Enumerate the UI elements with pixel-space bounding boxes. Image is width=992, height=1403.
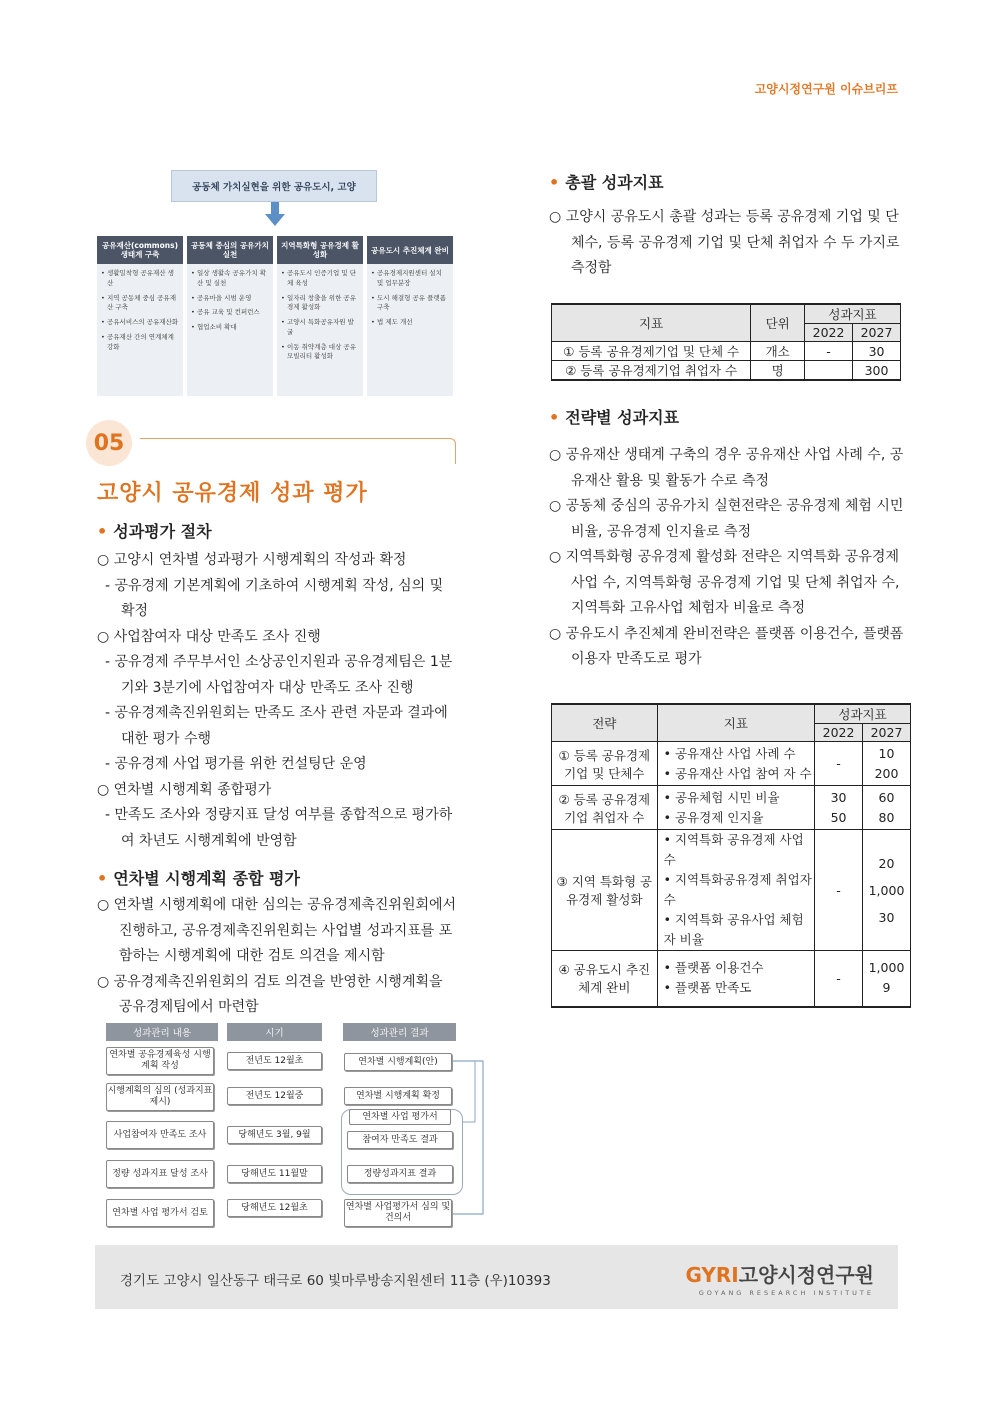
diagram-column bbox=[97, 236, 183, 396]
process-timing: 전년도 12월초 bbox=[227, 1052, 322, 1070]
table-cell bbox=[657, 830, 814, 951]
table-header: 성과지표 bbox=[815, 704, 911, 724]
paragraph: ○ 공유도시 추진체계 완비전략은 플랫폼 이용건수, 플랫폼 이용자 만족도로 평가 bbox=[549, 625, 904, 667]
table-header: 단위 bbox=[751, 304, 805, 342]
diagram-banner: 공동체 가치실현을 위한 공유도시, 고양 bbox=[171, 170, 377, 202]
table-cell: ③ 지역 특화형 공유경제 활성화 bbox=[552, 830, 658, 951]
table-cell: 30 bbox=[853, 342, 901, 361]
indicator-item: • 공유재산 사업 참여 자 수 bbox=[663, 765, 812, 781]
table-cell: - bbox=[805, 342, 853, 361]
process-result: 연차별 사업평가서 심의 및 건의서 bbox=[344, 1199, 452, 1227]
subheading-strategy-indicators bbox=[549, 405, 679, 428]
target-value: 20 bbox=[878, 855, 895, 871]
diagram-item: • 공유재산 간의 연계체계 강화 bbox=[101, 333, 179, 353]
diagram-columns bbox=[97, 236, 453, 396]
strategy-indicators-text bbox=[549, 443, 909, 673]
table-cell bbox=[815, 786, 863, 830]
diagram-item: • 고양시 특화공유자원 발굴 bbox=[281, 318, 359, 338]
table-row bbox=[552, 361, 901, 381]
process-content: 연차별 공유경제육성 시행계획 작성 bbox=[106, 1047, 214, 1075]
section-divider bbox=[140, 438, 456, 464]
section-title: 고양시 공유경제 성과 평가 bbox=[97, 481, 368, 506]
logo-name: 고양시정연구원 bbox=[738, 1263, 874, 1287]
diagram-item: • 협업소비 확대 bbox=[191, 323, 269, 333]
table-header: 전략 bbox=[552, 704, 658, 742]
target-value: 1,000 bbox=[868, 960, 905, 976]
table-cell bbox=[657, 786, 814, 830]
target-value: 9 bbox=[882, 980, 891, 996]
process-timing: 전년도 12월중 bbox=[227, 1087, 322, 1105]
process-header: 시기 bbox=[227, 1023, 322, 1041]
table-header: 지표 bbox=[552, 304, 751, 342]
target-value: 30 bbox=[830, 789, 847, 805]
institute-logo bbox=[685, 1259, 874, 1297]
diagram-item: • 일자리 창출을 위한 공유경제 활성화 bbox=[281, 294, 359, 314]
paragraph: - 공유경제 주무부서인 소상공인지원과 공유경제팀은 1분기와 3분기에 사업참여자 대상 만족도 조사 진행 bbox=[105, 654, 453, 696]
performance-management-process bbox=[103, 1023, 488, 1233]
table-row bbox=[552, 742, 911, 786]
table-cell: ② 등록 공유경제 기업 취업자 수 bbox=[552, 786, 658, 830]
paragraph: - 공유경제 사업 평가를 위한 컨설팅단 운영 bbox=[105, 756, 367, 772]
subheading-text: 성과평가 절차 bbox=[113, 522, 212, 541]
paragraph: ○ 공유재산 생태계 구축의 경우 공유재산 사업 사례 수, 공유재산 활용 및 활동가 수로 측정 bbox=[549, 447, 904, 489]
table-cell bbox=[863, 951, 911, 1007]
table-row bbox=[552, 830, 911, 951]
table-cell bbox=[805, 361, 853, 381]
diagram-item: • 공유마을 시범 운영 bbox=[191, 294, 269, 304]
down-arrow-icon bbox=[265, 202, 285, 226]
table-header: 2027 bbox=[863, 724, 911, 742]
indicator-item: • 플랫폼 이용건수 bbox=[663, 960, 764, 976]
paragraph: ○ 연차별 시행계획 종합평가 bbox=[97, 781, 272, 798]
table-row bbox=[552, 786, 911, 830]
process-timing: 당해년도 11월말 bbox=[227, 1165, 322, 1183]
overall-indicators-text bbox=[549, 205, 907, 282]
table-cell: - bbox=[815, 951, 863, 1007]
diagram-item: • 법 제도 개선 bbox=[371, 318, 449, 328]
subheading-procedure bbox=[97, 519, 212, 542]
table-cell: ① 등록 공유경제 기업 및 단체수 bbox=[552, 742, 658, 786]
target-value: 200 bbox=[874, 765, 899, 781]
paragraph: - 공유경제촉진위원회는 만족도 조사 관련 자문과 결과에 대한 평가 수행 bbox=[105, 705, 448, 747]
bullet-dot-icon: • bbox=[549, 173, 560, 192]
table-cell bbox=[863, 830, 911, 951]
logo-wordmark bbox=[685, 1259, 874, 1288]
process-content: 사업참여자 만족도 조사 bbox=[106, 1121, 214, 1149]
strategy-indicators-table bbox=[551, 703, 911, 1008]
logo-subtitle: GOYANG RESEARCH INSTITUTE bbox=[698, 1289, 874, 1297]
bullet-dot-icon: • bbox=[97, 522, 108, 541]
subheading-text: 전략별 성과지표 bbox=[565, 408, 679, 427]
process-result: 참여자 만족도 결과 bbox=[347, 1131, 453, 1149]
diagram-item: • 공유경제지원센터 설치 및 업무분장 bbox=[371, 269, 449, 289]
paragraph: ○ 공동체 중심의 공유가치 실현전략은 공유경제 체험 시민 비율, 공유경제 인지율로 측정 bbox=[549, 498, 904, 540]
subheading-text: 총괄 성과지표 bbox=[565, 173, 664, 192]
diagram-item: • 공유 교육 및 컨퍼런스 bbox=[191, 308, 269, 318]
process-result: 정량성과지표 결과 bbox=[347, 1165, 453, 1183]
diagram-column-title: 공유도시 추진체계 완비 bbox=[367, 236, 453, 264]
process-result: 연차별 시행계획(안) bbox=[344, 1053, 452, 1071]
diagram-item: • 이동 취약계층 대상 공유 모빌리티 활성화 bbox=[281, 343, 359, 363]
logo-gyri: GYRI bbox=[685, 1263, 739, 1287]
process-result: 연차별 사업 평가서 bbox=[349, 1109, 451, 1125]
table-cell: 개소 bbox=[751, 342, 805, 361]
table-cell: ② 등록 공유경제기업 취업자 수 bbox=[552, 361, 751, 381]
diagram-item: • 공유서비스의 공유재산화 bbox=[101, 318, 179, 328]
annual-evaluation-text bbox=[97, 893, 459, 1021]
paragraph: - 공유경제 기본계획에 기초하여 시행계획 작성, 심의 및 확정 bbox=[105, 577, 444, 619]
diagram-item: • 일상 생활속 공유가치 확산 및 실천 bbox=[191, 269, 269, 289]
diagram-column-title: 공유재산(commons) 생태계 구축 bbox=[97, 236, 183, 264]
footer-address: 경기도 고양시 일산동구 태극로 60 빛마루방송지원센터 11층 (우)10393 bbox=[120, 1273, 551, 1289]
process-timing: 당해년도 12월초 bbox=[227, 1199, 322, 1217]
indicator-item: • 지역특화 공유사업 체험자 비율 bbox=[663, 912, 804, 947]
bullet-dot-icon: • bbox=[97, 869, 108, 888]
table-header: 2027 bbox=[853, 324, 901, 342]
table-cell bbox=[863, 786, 911, 830]
paragraph: - 만족도 조사와 정량지표 달성 여부를 종합적으로 평가하여 차년도 시행계획에 반영함 bbox=[105, 807, 453, 849]
target-value: 30 bbox=[878, 909, 895, 925]
table-header: 성과지표 bbox=[805, 304, 901, 324]
diagram-item: • 생활밀착형 공유재산 생산 bbox=[101, 269, 179, 289]
process-header: 성과관리 결과 bbox=[343, 1023, 456, 1041]
table-cell bbox=[657, 951, 814, 1007]
process-feedback-connector bbox=[453, 1059, 487, 1217]
process-header: 성과관리 내용 bbox=[106, 1023, 218, 1041]
target-value: 50 bbox=[830, 809, 847, 825]
target-value: 10 bbox=[878, 745, 895, 761]
indicator-item: • 플랫폼 만족도 bbox=[663, 980, 752, 996]
subheading-annual-evaluation bbox=[97, 866, 300, 889]
table-header: 지표 bbox=[657, 704, 814, 742]
diagram-column-title: 지역특화형 공유경제 활성화 bbox=[277, 236, 363, 264]
indicator-item: • 지역특화 공유경제 사업 수 bbox=[663, 832, 804, 867]
table-cell: - bbox=[815, 742, 863, 786]
section-number: 05 bbox=[86, 420, 132, 466]
paragraph: ○ 공유경제촉진위원회의 검토 의견을 반영한 시행계획을 공유경제팀에서 마련함 bbox=[97, 973, 443, 1015]
header-label: 고양시정연구원 이슈브리프 bbox=[754, 82, 898, 96]
process-result: 연차별 시행계획 확정 bbox=[344, 1087, 452, 1105]
diagram-item: • 공유도시 인증기업 및 단체 육성 bbox=[281, 269, 359, 289]
diagram-column bbox=[367, 236, 453, 396]
paragraph: ○ 연차별 시행계획에 대한 심의는 공유경제촉진위원회에서 진행하고, 공유경제촉진위원회는 사업별 성과지표를 포함하는 시행계획에 대한 검토 의견을 제시함 bbox=[97, 897, 457, 964]
process-content: 시행계획의 심의 (성과지표 제시) bbox=[106, 1083, 214, 1111]
subheading-text: 연차별 시행계획 종합 평가 bbox=[113, 869, 300, 888]
target-value: 80 bbox=[878, 809, 895, 825]
subheading-overall-indicators bbox=[549, 170, 664, 193]
paragraph: ○ 지역특화형 공유경제 활성화 전략은 지역특화 공유경제 사업 수, 지역특화형 공유경제 기업 및 단체 취업자 수, 지역특화 고유사업 체험자 비율로 측정 bbox=[549, 549, 900, 616]
table-cell: 명 bbox=[751, 361, 805, 381]
table-cell: ④ 공유도시 추진 체계 완비 bbox=[552, 951, 658, 1007]
process-timing: 당해년도 3월, 9월 bbox=[227, 1126, 322, 1144]
diagram-item: • 지역 공동체 중심 공유재산 구축 bbox=[101, 294, 179, 314]
table-header: 2022 bbox=[805, 324, 853, 342]
table-cell: 300 bbox=[853, 361, 901, 381]
diagram-item: • 도시 해결형 공유 플랫폼 구축 bbox=[371, 294, 449, 314]
process-content: 연차별 사업 평가서 검토 bbox=[106, 1199, 214, 1227]
table-cell: ① 등록 공유경제기업 및 단체 수 bbox=[552, 342, 751, 361]
table-row bbox=[552, 342, 901, 361]
paragraph: ○ 고양시 연차별 성과평가 시행계획의 작성과 확정 bbox=[97, 552, 407, 568]
indicator-item: • 지역특화공유경제 취업자 수 bbox=[663, 872, 812, 907]
bullet-dot-icon: • bbox=[549, 408, 560, 427]
paragraph: ○ 고양시 공유도시 총괄 성과는 등록 공유경제 기업 및 단체수, 등록 공유경제 기업 및 단체 취업자 수 두 가지로 측정함 bbox=[549, 209, 900, 276]
overall-indicators-table bbox=[551, 303, 901, 381]
indicator-item: • 공유체험 시민 비율 bbox=[663, 789, 780, 805]
diagram-column bbox=[277, 236, 363, 396]
indicator-item: • 공유경제 인지율 bbox=[663, 809, 764, 825]
table-header: 2022 bbox=[815, 724, 863, 742]
process-content: 정량 성과지표 달성 조사 bbox=[106, 1160, 214, 1188]
table-cell: - bbox=[815, 830, 863, 951]
table-row bbox=[552, 951, 911, 1007]
footer bbox=[95, 1245, 898, 1309]
diagram-column-title: 공동체 중심의 공유가치 실천 bbox=[187, 236, 273, 264]
target-value: 60 bbox=[878, 789, 895, 805]
indicator-item: • 공유재산 사업 사례 수 bbox=[663, 745, 796, 761]
paragraph: ○ 사업참여자 대상 만족도 조사 진행 bbox=[97, 628, 321, 645]
table-cell bbox=[657, 742, 814, 786]
target-value: 1,000 bbox=[868, 882, 905, 898]
diagram-column bbox=[187, 236, 273, 396]
procedure-text bbox=[97, 548, 459, 854]
table-cell bbox=[863, 742, 911, 786]
shared-city-diagram bbox=[97, 168, 453, 398]
